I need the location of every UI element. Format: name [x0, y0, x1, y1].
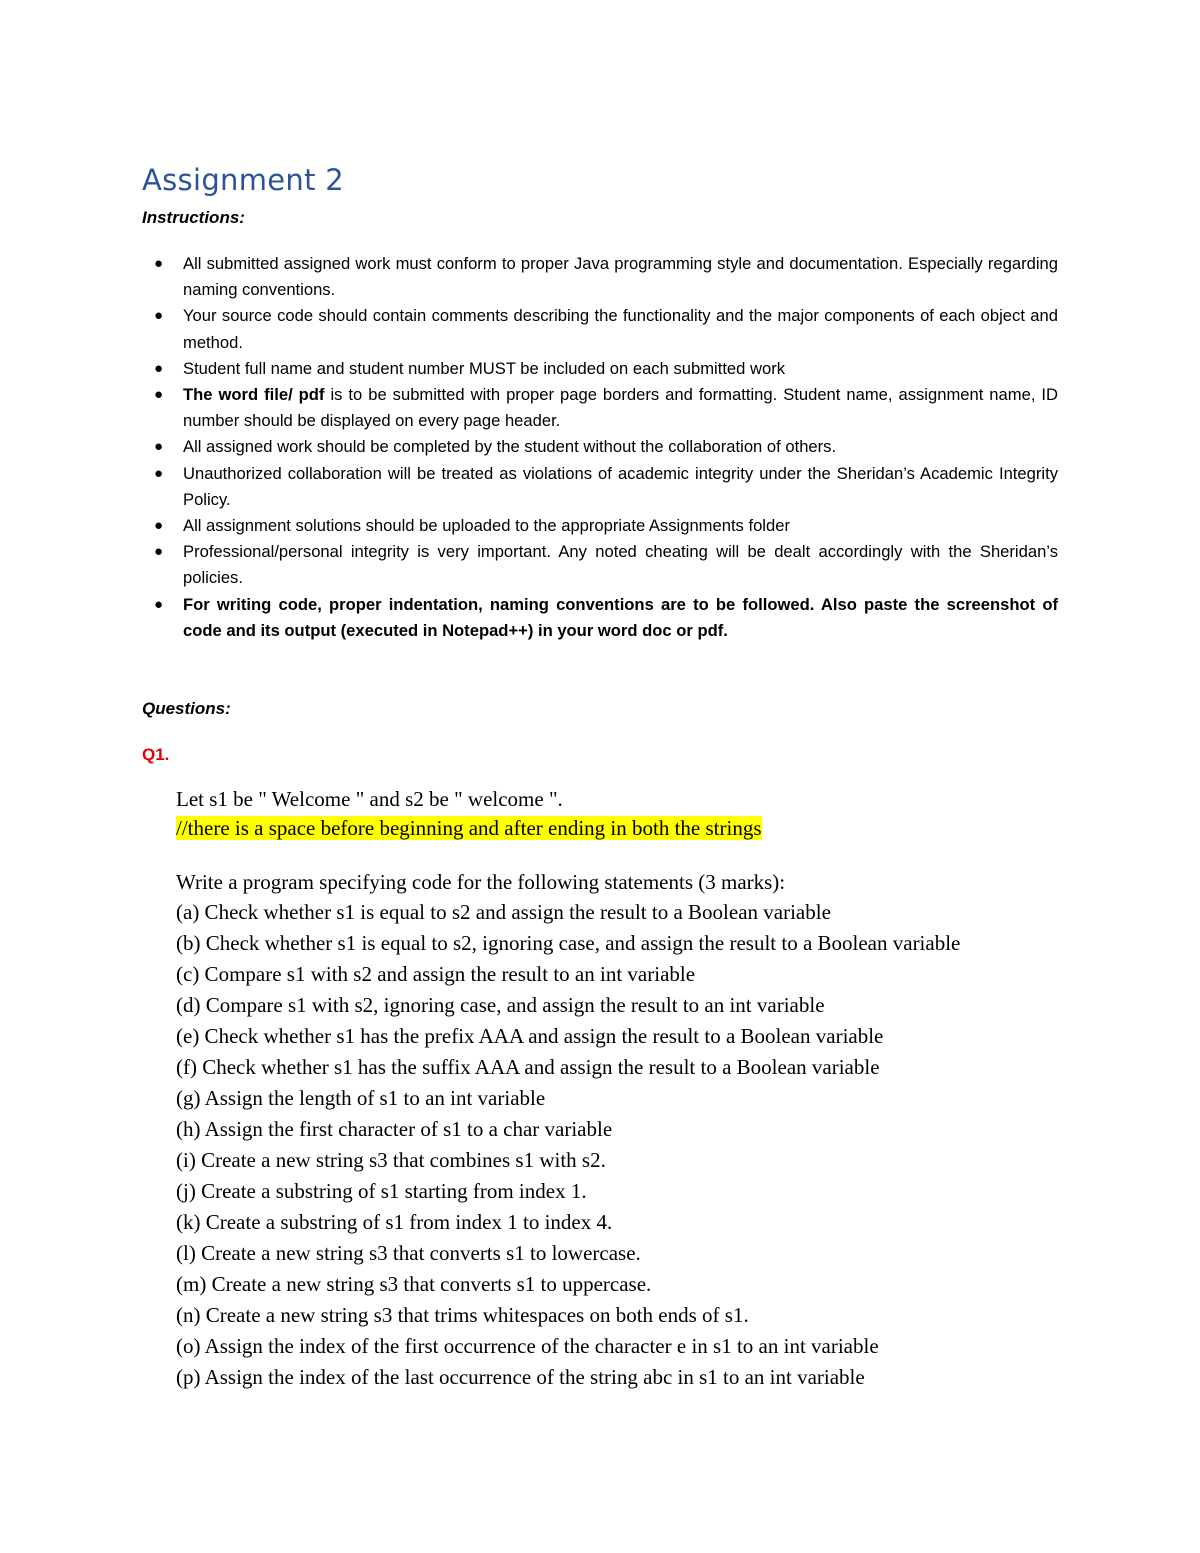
- bullet-icon: ●: [154, 255, 164, 272]
- instruction-item: [142, 539, 1058, 591]
- question-part: (e) Check whether s1 has the prefix AAA and assign the result to a Boolean variable: [176, 1024, 884, 1048]
- bullet-icon: ●: [154, 359, 164, 377]
- question-part: (p) Assign the index of the last occurrence of the string abc in s1 to an int variable: [176, 1365, 865, 1389]
- bullet-icon: ●: [154, 438, 164, 456]
- question-part: (f) Check whether s1 has the suffix AAA and assign the result to a Boolean variable: [176, 1055, 880, 1079]
- question-part: (o) Assign the index of the first occurrence of the character e in s1 to an int variable: [176, 1334, 879, 1358]
- question-part: (l) Create a new string s3 that converts s1 to lowercase.: [176, 1241, 641, 1265]
- bullet-icon: ●: [154, 307, 164, 325]
- instruction-item: [142, 513, 1058, 539]
- question-part: (n) Create a new string s3 that trims whitespaces on both ends of s1.: [176, 1303, 749, 1327]
- instruction-text: All assignment solutions should be uploaded to the appropriate Assignments folder: [183, 516, 790, 536]
- question-part: (d) Compare s1 with s2, ignoring case, and assign the result to an int variable: [176, 993, 825, 1017]
- instruction-text-bold: For writing code, proper indentation, naming conventions are to be followed. Also paste the screenshot of code and its output (executed in Notepad++) in your word doc or pdf.: [183, 594, 1058, 640]
- bullet-icon: ●: [154, 464, 164, 482]
- bullet-icon: ●: [154, 386, 164, 404]
- question-part: (g) Assign the length of s1 to an int variable: [176, 1086, 546, 1110]
- question-part: (m) Create a new string s3 that converts s1 to uppercase.: [176, 1272, 652, 1296]
- instruction-item: [142, 303, 1058, 355]
- instruction-text: Professional/personal integrity is very important. Any noted cheating will be dealt accordingly with the Sheridan’s policies.: [183, 542, 1058, 588]
- bullet-icon: ●: [154, 595, 164, 613]
- instruction-item: [142, 356, 1058, 382]
- instructions-heading: Instructions:: [142, 208, 245, 227]
- question-label: Q1.: [142, 745, 170, 764]
- instruction-item: [142, 434, 1058, 460]
- question-part: (j) Create a substring of s1 starting from index 1.: [176, 1179, 587, 1203]
- question-parts-list: [176, 897, 1076, 1393]
- question-part: (i) Create a new string s3 that combines s1 with s2.: [176, 1148, 606, 1172]
- highlighted-note: //there is a space before beginning and after ending in both the strings: [176, 816, 762, 840]
- instructions-list: [142, 251, 1058, 644]
- question-prompt: Write a program specifying code for the following statements (3 marks):: [176, 870, 786, 894]
- instruction-item: [142, 251, 1058, 303]
- question-part: (k) Create a substring of s1 from index 1 to index 4.: [176, 1210, 613, 1234]
- document-title: Assignment 2: [142, 163, 345, 197]
- instruction-text: Unauthorized collaboration will be treated as violations of academic integrity under the Sheridan’s Academic Integrity Policy.: [183, 463, 1058, 509]
- instruction-item: [142, 592, 1058, 644]
- instruction-item: [142, 382, 1058, 434]
- question-part: (a) Check whether s1 is equal to s2 and assign the result to a Boolean variable: [176, 900, 831, 924]
- bullet-icon: ●: [154, 517, 164, 535]
- question-body: [176, 785, 1076, 1393]
- instruction-text: is to be submitted with proper page borders and formatting. Student name, assignment name, ID number should be displayed on every page header.: [183, 385, 1058, 431]
- question-intro: Let s1 be " Welcome " and s2 be " welcome ".: [176, 787, 563, 811]
- questions-heading: Questions:: [142, 699, 231, 718]
- question-part: (b) Check whether s1 is equal to s2, ignoring case, and assign the result to a Boolean variable: [176, 931, 961, 955]
- instruction-text: Student full name and student number MUST be included on each submitted work: [183, 358, 786, 378]
- instruction-text: All submitted assigned work must conform to proper Java programming style and documentation. Especially regarding naming conventions.: [183, 254, 1058, 300]
- bullet-icon: ●: [154, 543, 164, 561]
- question-part: (c) Compare s1 with s2 and assign the result to an int variable: [176, 962, 696, 986]
- question-part: (h) Assign the first character of s1 to a char variable: [176, 1117, 613, 1141]
- instruction-bold-lead: The word file/ pdf: [183, 385, 325, 405]
- instruction-text: Your source code should contain comments describing the functionality and the major components of each object and method.: [183, 306, 1058, 352]
- instruction-item: [142, 461, 1058, 513]
- instruction-text: All assigned work should be completed by the student without the collaboration of others.: [183, 437, 837, 457]
